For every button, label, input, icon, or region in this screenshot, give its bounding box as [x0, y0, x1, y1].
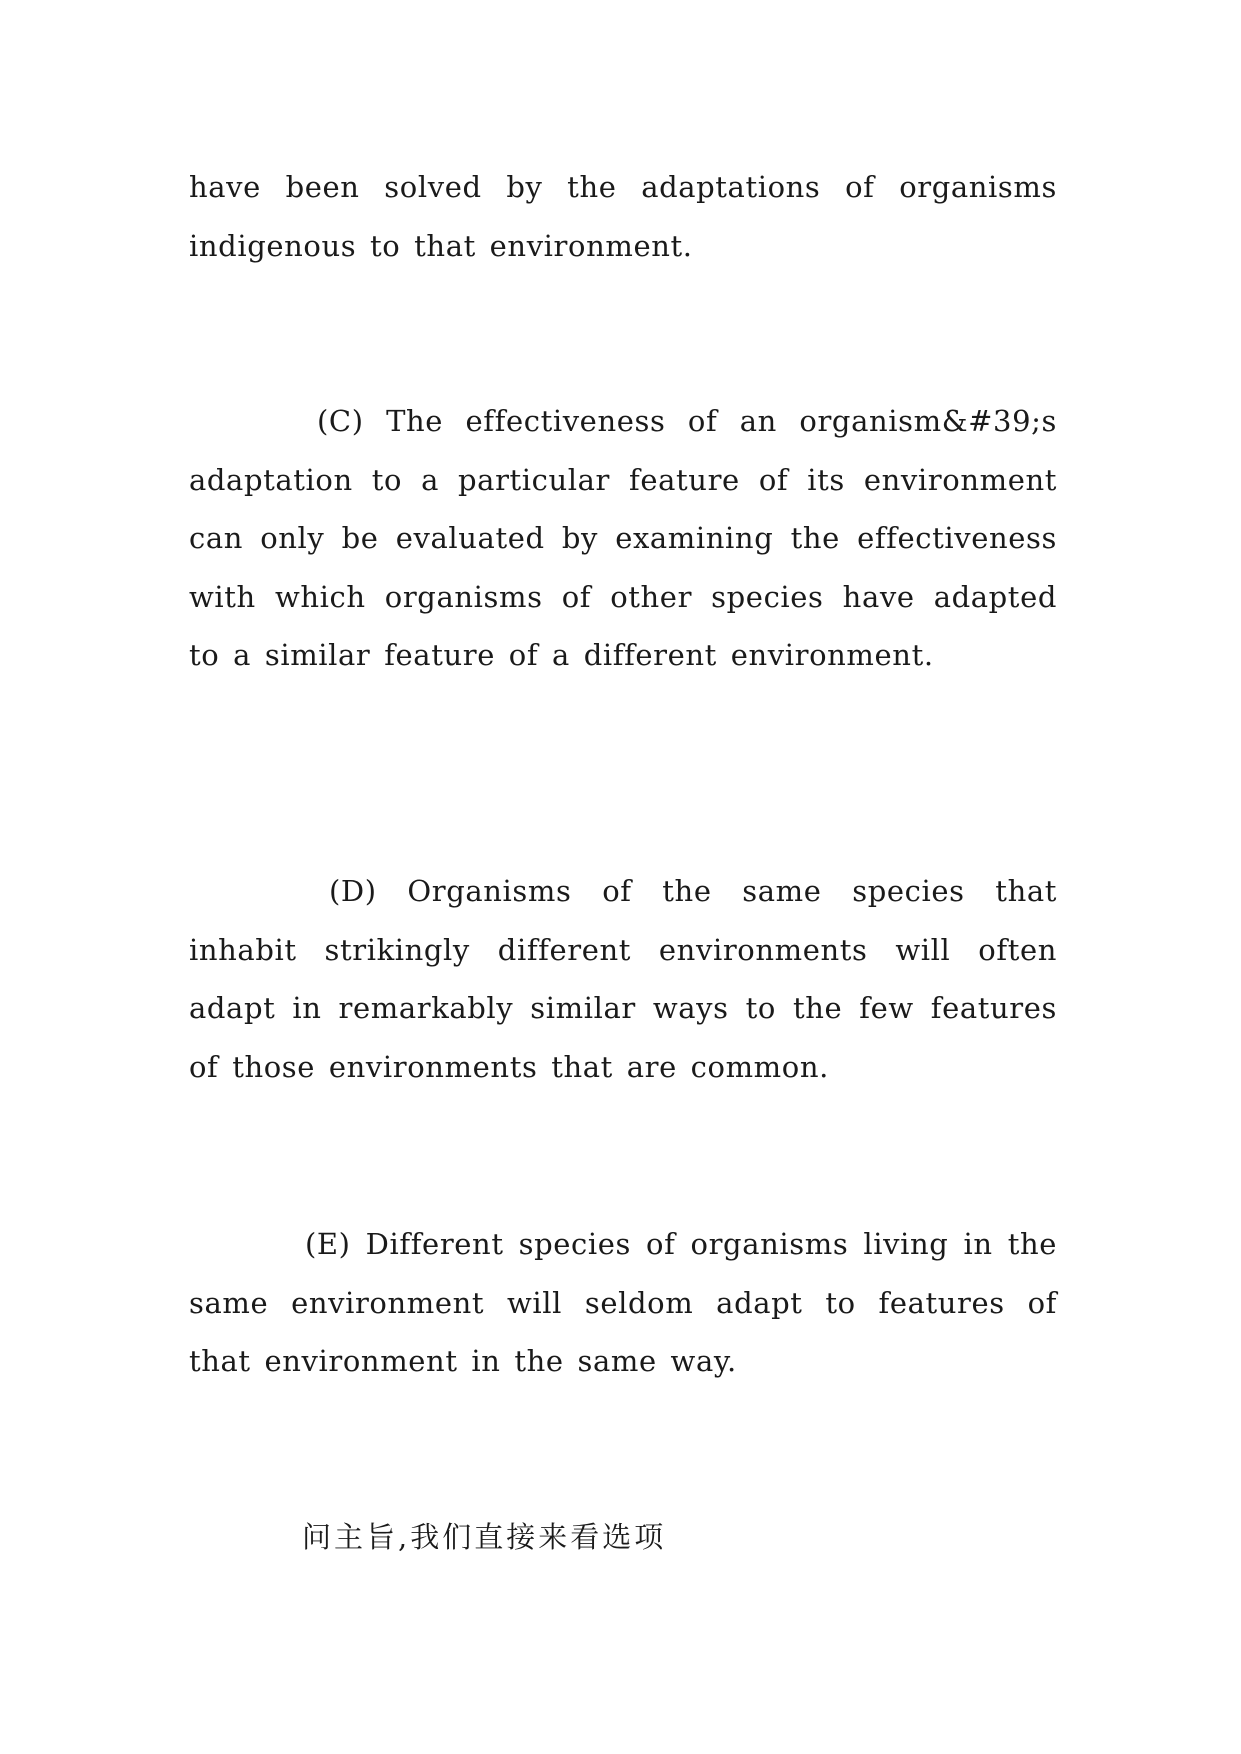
answer-option-d: (D) Organisms of the same species that inhabit strikingly different environments will often adapt in remarkably similar ways to the few features of those environments that are common. — [189, 874, 1057, 1084]
answer-option-e: (E) Different species of organisms living in the same environment will seldom adapt to features of that environment in the same way. — [189, 1227, 1057, 1378]
answer-option-c: (C) The effectiveness of an organism&#39;s adaptation to a particular feature of its environment can only be evaluated by examining the effectiveness with which organisms of other species have adapted to a similar feature of a different environment. — [189, 404, 1057, 672]
commentary-note: 问主旨,我们直接来看选项 — [302, 1520, 667, 1554]
paragraph-continuation: have been solved by the adaptations of organisms indigenous to that environment. — [189, 170, 1057, 263]
